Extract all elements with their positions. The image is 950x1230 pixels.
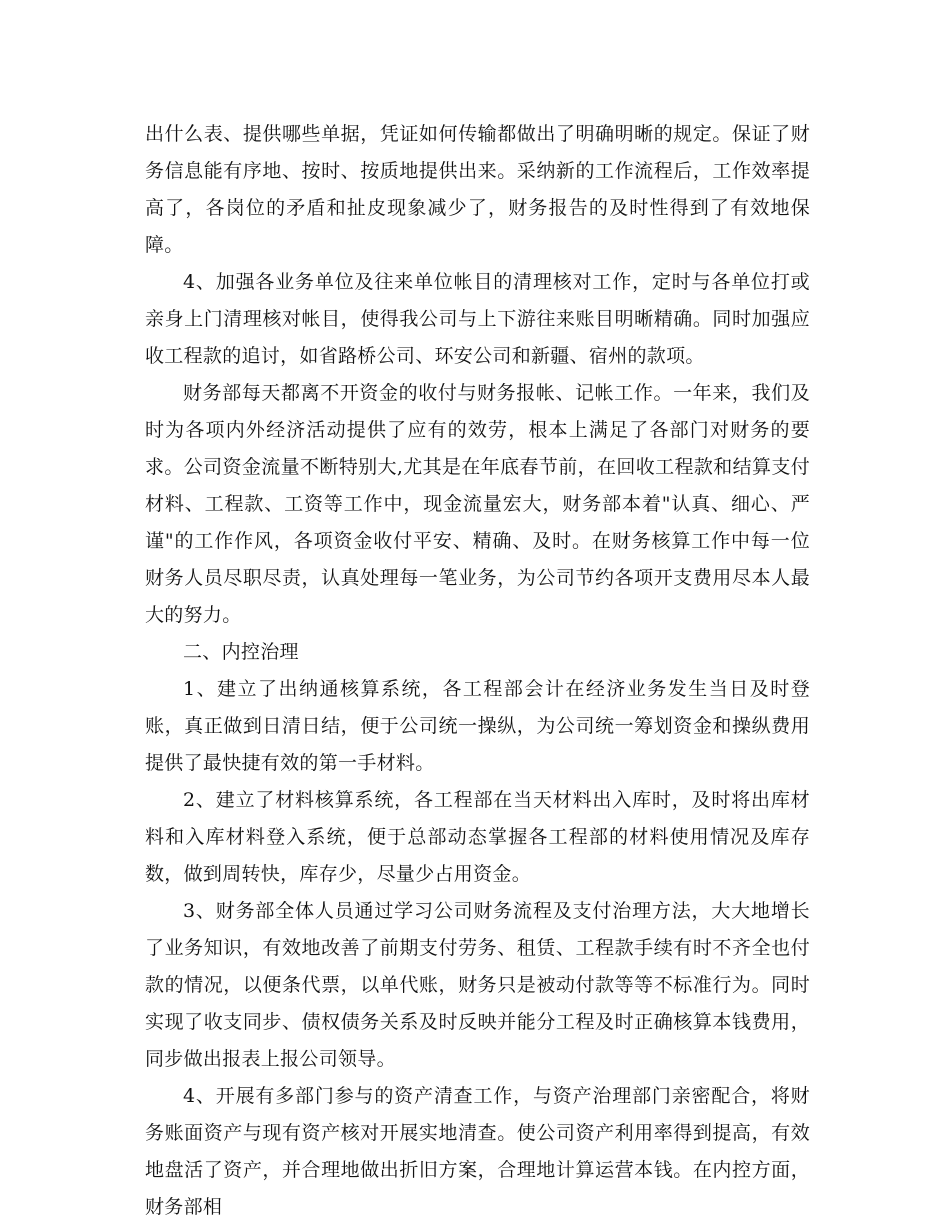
paragraph-item-4-accounts: 4、加强各业务单位及往来单位帐目的清理核对工作，定时与各单位打或亲身上门清理核对帐目，使得我公司与上下游往来账目明晰精确。同时加强应收工程款的追讨，如省路桥公司、环安公司和新疆、宿州的款项。 — [145, 271, 810, 367]
paragraph-item-4-asset-inventory: 4、开展有多部门参与的资产清查工作，与资产治理部门亲密配合，将财务账面资产与现有资产核对开展实地清查。使公司资产利用率得到提高，有效地盘活了资产，并合理地做出折旧方案，合理地计算运营本钱。在内控方面，财务部相 — [145, 1085, 810, 1218]
section-heading-internal-control: 二、内控治理 — [183, 641, 299, 663]
document-body — [145, 116, 810, 1226]
paragraph-item-2-material-system: 2、建立了材料核算系统，各工程部在当天材料出入库时，及时将出库材料和入库材料登入系统，便于总部动态掌握各工程部的材料使用情况及库存数，做到周转快，库存少，尽量少占用资金。 — [145, 789, 810, 885]
paragraph-item-3-staff-training: 3、财务部全体人员通过学习公司财务流程及支付治理方法，大大地增长了业务知识，有效地改善了前期支付劳务、租赁、工程款手续有时不齐全也付款的情况，以便条代票，以单代账，财务只是被动付款等等不标准行为。同时实现了收支同步、债权债务关系及时反映并能分工程及时正确核算本钱费用，同步做出报表上报公司领导。 — [145, 900, 810, 1070]
paragraph-item-1-cashier-system: 1、建立了出纳通核算系统，各工程部会计在经济业务发生当日及时登账，真正做到日清日结，便于公司统一操纵，为公司统一筹划资金和操纵费用提供了最快捷有效的第一手材料。 — [145, 678, 810, 774]
paragraph-continuation: 出什么表、提供哪些单据，凭证如何传输都做出了明确明晰的规定。保证了财务信息能有序地、按时、按质地提供出来。采纳新的工作流程后，工作效率提高了，各岗位的矛盾和扯皮现象减少了，财务报告的及时性得到了有效地保障。 — [145, 123, 810, 256]
paragraph-fund-management: 财务部每天都离不开资金的收付与财务报帐、记帐工作。一年来，我们及时为各项内外经济活动提供了应有的效劳，根本上满足了各部门对财务的要求。公司资金流量不断特别大,尤其是在年底春节前，在回收工程款和结算支付材料、工程款、工资等工作中，现金流量宏大，财务部本着"认真、细心、严谨"的工作作风，各项资金收付平安、精确、及时。在财务核算工作中每一位财务人员尽职尽责，认真处理每一笔业务，为公司节约各项开支费用尽本人最大的努力。 — [145, 382, 810, 626]
